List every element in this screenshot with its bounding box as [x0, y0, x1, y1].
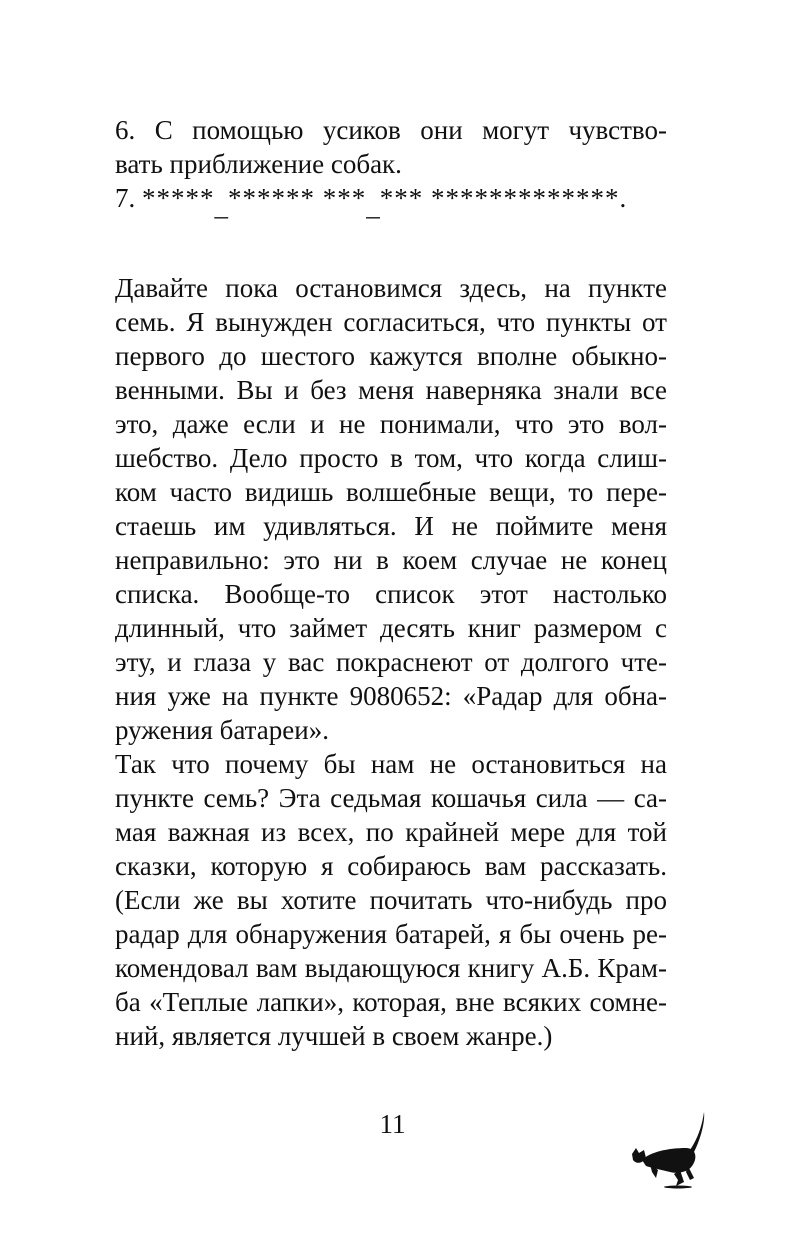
paragraph-gap — [115, 215, 667, 271]
paragraph-line: шебство. Дело просто в том, что когда слиш- — [115, 443, 667, 473]
paragraph-line: венными. Вы и без меня наверняка знали все — [115, 375, 667, 405]
paragraph-line: ком часто видишь волшебные вещи, то пере- — [115, 477, 667, 507]
censored-text-3: *** ************* — [379, 183, 620, 213]
paragraph-line: ба «Теплые лапки», которая, вне всяких сомне- — [115, 987, 667, 1017]
list-item-6-line-2: вать приближение собак. — [115, 149, 402, 179]
paragraph-line: семь. Я вынужден согласиться, что пункты от — [115, 307, 667, 337]
paragraph-line: списка. Вообще-то список этот настолько — [115, 579, 667, 609]
paragraph-line: комендовал вам выдающуюся книгу А.Б. Крам- — [115, 953, 667, 983]
paragraph-line: сказки, которую я собираюсь вам рассказать. — [115, 851, 667, 881]
paragraph-line: Так что почему бы нам не остановиться на — [115, 749, 667, 779]
running-cat-icon — [628, 1108, 710, 1190]
censored-text-2: ****** *** — [228, 183, 367, 213]
page-number: 11 — [379, 1109, 406, 1139]
paragraph-2 — [115, 747, 667, 1053]
paragraph-line: ния уже на пункте 9080652: «Радар для обна- — [115, 681, 667, 711]
list-item-6-line-1: 6. С помощью усиков они могут чувство- — [115, 115, 667, 145]
list-item-7-number: 7. — [115, 183, 136, 213]
list-item-7-end: . — [619, 183, 627, 213]
paragraph-line: длинный, что займет десять книг размером с — [115, 613, 667, 643]
paragraph-line: первого до шестого кажутся вполне обыкно- — [115, 341, 667, 371]
censored-text-1: ***** — [142, 183, 215, 213]
paragraph-line: Давайте пока остановимся здесь, на пункте — [115, 273, 667, 303]
paragraph-line: пункте семь? Эта седьмая кошачья сила — са- — [115, 783, 667, 813]
paragraph-line: эту, и глаза у вас покраснеют от долгого чте- — [115, 647, 667, 677]
paragraph-line: стаешь им удивляться. И не поймите меня — [115, 511, 667, 541]
list-item-7 — [115, 181, 667, 221]
separator-1: _ — [214, 191, 228, 221]
paragraph-line: (Если же вы хотите почитать что-нибудь про — [115, 885, 667, 915]
paragraph-line: неправильно: это ни в коем случае не конец — [115, 545, 667, 575]
paragraph-line: радар для обнаружения батарей, я бы очень ре- — [115, 919, 667, 949]
paragraph-1 — [115, 271, 667, 747]
paragraph-line: ружения батареи». — [115, 715, 329, 745]
paragraph-line: мая важная из всех, по крайней мере для той — [115, 817, 667, 847]
paragraph-line: ний, является лучшей в своем жанре.) — [115, 1021, 553, 1051]
paragraph-line: это, даже если и не понимали, что это вол- — [115, 409, 667, 439]
separator-2: _ — [366, 191, 380, 221]
page-text — [115, 113, 667, 1053]
